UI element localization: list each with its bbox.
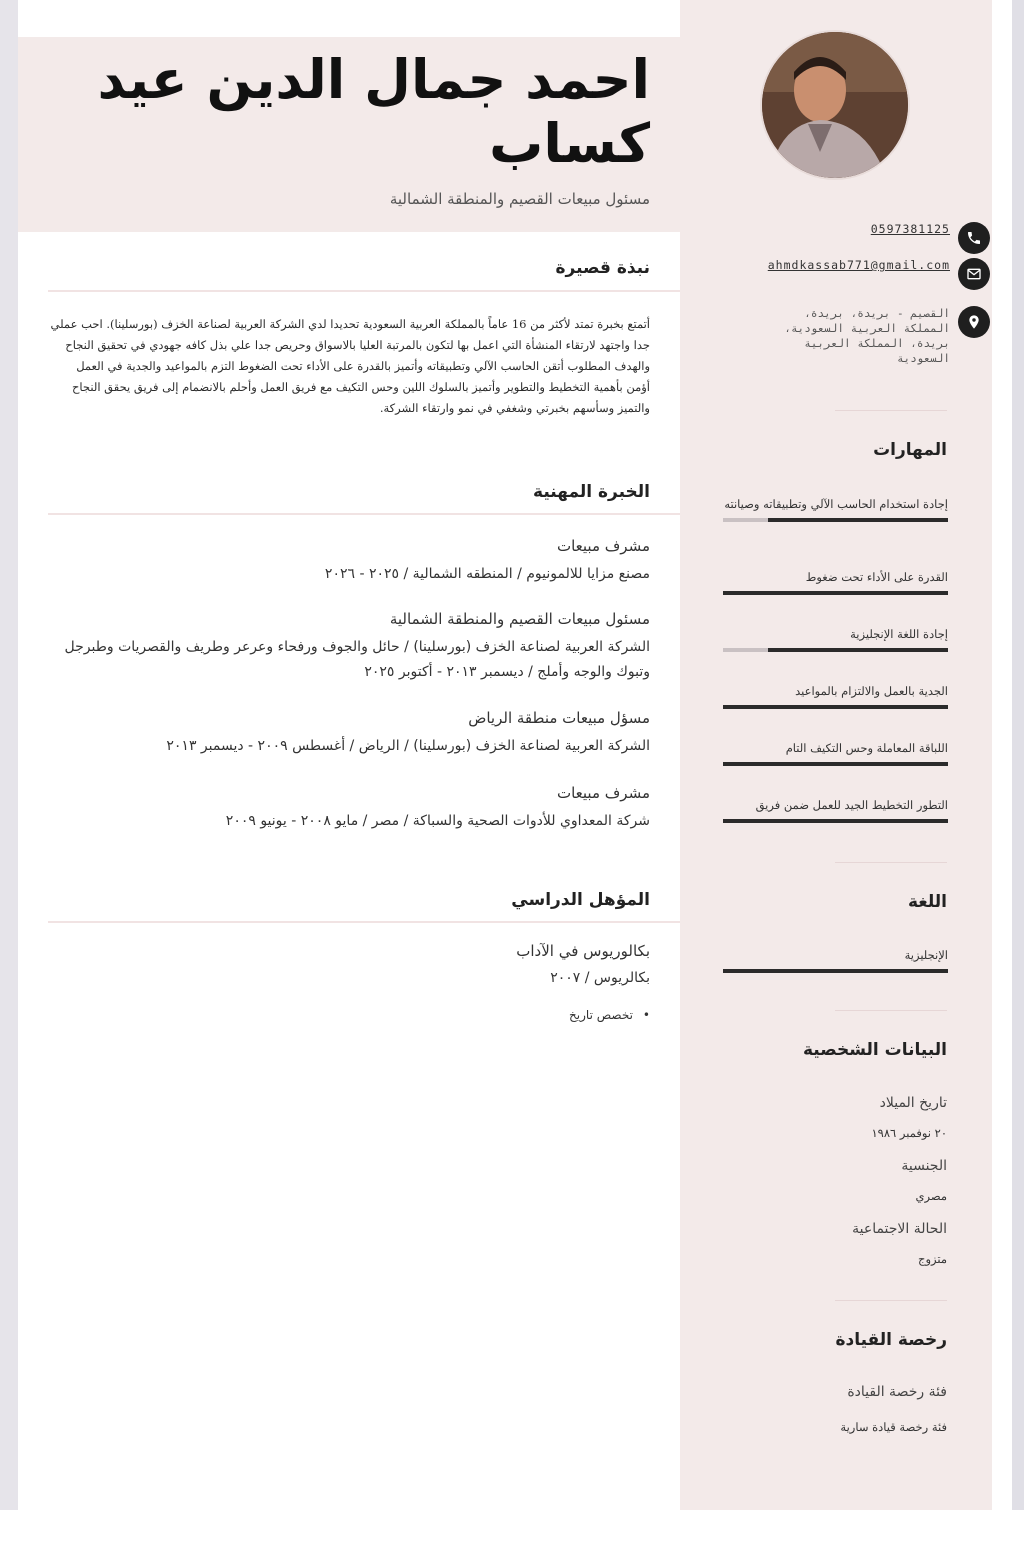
main-column (18, 0, 680, 1510)
marital-status-value: متزوج (918, 1252, 947, 1266)
language-label: الإنجليزية (904, 948, 948, 962)
skill-level-bar (723, 591, 948, 595)
sidebar-divider (835, 1010, 947, 1011)
phone-icon (958, 222, 990, 254)
section-divider (48, 290, 680, 292)
experience-role: مسؤل مبيعات منطقة الرياض (468, 709, 650, 727)
page-frame-edge (1012, 0, 1024, 1510)
skill-item (723, 497, 948, 522)
education-bullet (569, 1008, 650, 1022)
personal-heading: البيانات الشخصية (802, 1040, 947, 1060)
skills-heading: المهارات (873, 440, 947, 460)
experience-heading: الخبرة المهنية (533, 482, 650, 502)
skill-level-fill (768, 518, 948, 522)
birth-date-value: ٢٠ نوفمبر ١٩٨٦ (871, 1126, 947, 1140)
skill-label: القدرة على الأداء تحت ضغوط (805, 570, 948, 584)
sidebar (680, 0, 992, 1510)
education-detail: بكالريوس / ٢٠٠٧ (550, 970, 650, 986)
experience-detail: الشركة العربية لصناعة الخزف (بورسلينا) / حائل والجوف ورفحاء وعرعر وطريف والقصريات وطبرجل وتبوك والوجه وأملج / ديسمبر ٢٠١٣ - أكتوبر ٢٠٢٥ (64, 639, 650, 680)
summary-text: أتمتع بخبرة تمتد لأكثر من 16 عاماً بالمملكة العربية السعودية تحديدا لدي الشركة العربية لصناعة الخزف (بورسلينا). احب عملي جدا واجتهد لارتقاء المنشأة التي اعمل بها لتكون بالمرتبة العليا بالاسواق وحريص جدا علي بذل كافه جهودي في تحقيق النجاح والهدف المطلوب أتقن الحاسب الآلي وتطبيقاته وأتميز بالقدرة على الأداء تحت الضغوط التزم بالمواعيد والجدية في العمل أؤمن بأهمية التخطيط والتطوير وأتميز بالسلوك اللين وحس التكيف مع فريق العمل وأحلم بالانضمام إلى فريق يحقق النجاح والتميز وسأسهم بخبرتي وشغفي في نمو وارتقاء الشركة. (50, 317, 650, 415)
skill-label: إجادة اللغة الإنجليزية (850, 627, 948, 641)
contact-email[interactable] (720, 258, 990, 290)
location-pin-icon (958, 306, 990, 338)
envelope-icon (958, 258, 990, 290)
skill-level-fill (768, 648, 948, 652)
profile-photo (760, 30, 910, 180)
experience-role: مشرف مبيعات (556, 784, 650, 802)
page-frame-left (0, 0, 18, 1510)
skill-item (723, 627, 948, 652)
sidebar-divider (835, 862, 947, 863)
skill-level-fill (723, 762, 948, 766)
skill-level-bar (723, 648, 948, 652)
education-degree: بكالوريوس في الآداب (516, 942, 650, 960)
skill-label: اللباقة المعاملة وحس التكيف التام (785, 741, 948, 755)
phone-number[interactable]: 0597381125 (870, 222, 950, 236)
skill-level-bar (723, 762, 948, 766)
skill-item (723, 741, 948, 766)
contact-phone[interactable] (720, 222, 990, 254)
license-heading: رخصة القيادة (835, 1330, 947, 1350)
skill-level-bar (723, 705, 948, 709)
summary-heading: نبذة قصيرة (555, 258, 650, 278)
license-category-value: فئة رخصة قيادة سارية (840, 1420, 947, 1434)
person-name: احمد جمال الدين عيد كساب (97, 48, 650, 175)
marital-status-label: الحالة الاجتماعية (852, 1221, 947, 1237)
education-bullet-text: تخصص تاريخ (569, 1008, 633, 1022)
experience-item (50, 534, 650, 587)
bullet-icon: • (642, 1008, 650, 1022)
experience-role: مسئول مبيعات القصيم والمنطقة الشمالية (389, 610, 650, 628)
language-level-fill (723, 969, 948, 973)
skill-item (723, 798, 948, 823)
experience-item (50, 607, 650, 685)
skill-label: إجادة استخدام الحاسب الآلي وتطبيقاته وصيانته (724, 497, 948, 511)
sidebar-divider (835, 410, 947, 411)
email-address[interactable]: ahmdkassab771@gmail.com (767, 258, 950, 272)
skill-label: الجدية بالعمل والالتزام بالمواعيد (795, 684, 948, 698)
skill-item (723, 570, 948, 595)
address-text: القصيم - بريدة، بريدة، المملكة العربية السعودية، بريدة، المملكة العربية السعودية (784, 307, 950, 365)
experience-detail: مصنع مزايا للالمونيوم / المنطقه الشمالية / ٢٠٢٥ - ٢٠٢٦ (324, 566, 650, 582)
skill-item (723, 684, 948, 709)
experience-item (50, 781, 650, 834)
experience-item (50, 706, 650, 759)
page-frame-gap (994, 0, 1012, 1510)
skill-level-bar (723, 819, 948, 823)
nationality-label: الجنسية (901, 1158, 947, 1174)
skill-level-bar (723, 518, 948, 522)
languages-heading: اللغة (907, 892, 947, 912)
section-divider (48, 513, 680, 515)
sidebar-divider (835, 1300, 947, 1301)
nationality-value: مصري (915, 1189, 947, 1203)
birth-date-label: تاريخ الميلاد (879, 1095, 947, 1111)
contact-address (720, 306, 990, 366)
education-heading: المؤهل الدراسي (511, 890, 650, 910)
skill-level-fill (723, 705, 948, 709)
license-category-label: فئة رخصة القيادة (847, 1384, 947, 1400)
experience-role: مشرف مبيعات (556, 537, 650, 555)
experience-detail: الشركة العربية لصناعة الخزف (بورسلينا) / الرياض / أغسطس ٢٠٠٩ - ديسمبر ٢٠١٣ (166, 738, 650, 754)
skill-label: التطور التخطيط الجيد للعمل ضمن فريق (755, 798, 948, 812)
section-divider (48, 921, 680, 923)
skill-level-fill (723, 591, 948, 595)
experience-detail: شركة المعداوي للأدوات الصحية والسباكة / مصر / مايو ٢٠٠٨ - يونيو ٢٠٠٩ (225, 813, 650, 829)
language-item (723, 948, 948, 973)
skill-level-fill (723, 819, 948, 823)
avatar-illustration (760, 32, 908, 180)
language-level-bar (723, 969, 948, 973)
job-title: مسئول مبيعات القصيم والمنطقة الشمالية (389, 190, 650, 208)
